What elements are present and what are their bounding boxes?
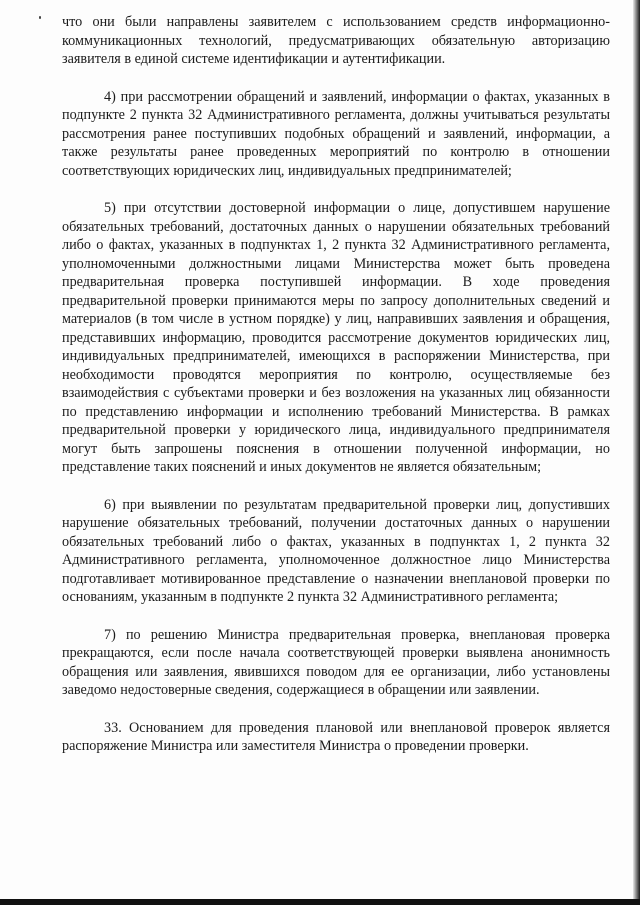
document-body	[62, 13, 610, 775]
paragraph-continuation: что они были направлены заявителем с использованием средств информационно-коммуникационных технологий, предусматривающих обязательную авторизацию заявителя в единой системе идентификации и аутентификации.	[62, 14, 610, 67]
paragraph-item-4: 4) при рассмотрении обращений и заявлений, информации о фактах, указанных в подпункте 2 пункта 32 Административного регламента, должны учитываться результаты рассмотрения ранее поступивших подобных обращений и заявлений, информации, а также результаты ранее проведенных мероприятий по контролю в отношении соответствующих юридических лиц, индивидуальных предпринимателей;	[62, 88, 610, 179]
paragraph-item-5: 5) при отсутствии достоверной информации о лице, допустившем нарушение обязательных требований, достаточных данных о нарушении обязательных требований либо о фактах, указанных в подпунктах 1, 2 пункта 32 Административного регламента, уполномоченными должностными лицами Министерства может быть проведена предварительная проверка поступившей информации. В ходе проведения предварительной проверки принимаются меры по запросу дополнительных сведений и материалов (в том числе в устном порядке) у лиц, направивших заявления и обращения, представивших информацию, проводится рассмотрение документов юридических лиц, индивидуальных предпринимателей, имеющихся в распоряжении Министерства, при необходимости проводятся мероприятия по контролю, осуществляемые без взаимодействия с субъектами проверки и без возложения на указанных лиц обязанности по представлению информации и исполнению требований Министерства. В рамках предварительной проверки у юридического лица, индивидуального предпринимателя могут быть запрошены пояснения в отношении полученной информации, но представление таких пояснений и иных документов не является обязательным;	[62, 200, 610, 475]
scan-speck	[39, 16, 41, 19]
scan-edge-shadow	[633, 0, 640, 905]
paragraph-item-6: 6) при выявлении по результатам предварительной проверки лиц, допустивших нарушение обязательных требований, получении достаточных данных о нарушении обязательных требований либо о фактах, указанных в подпунктах 1, 2 пункта 32 Административного регламента, уполномоченное должностное лицо Министерства подготавливает мотивированное представление о назначении внеплановой проверки по основаниям, указанным в подпункте 2 пункта 32 Административного регламента;	[62, 496, 610, 605]
paragraph-item-7: 7) по решению Министра предварительная проверка, внеплановая проверка прекращаются, если после начала соответствующей проверки выявлена анонимность обращения или заявления, явившихся поводом для ее организации, либо установлены заведомо недостоверные сведения, содержащиеся в обращении или заявлении.	[62, 626, 610, 698]
scan-bottom-edge	[0, 899, 640, 905]
paragraph-clause-33: 33. Основанием для проведения плановой или внеплановой проверок является распоряжение Министра или заместителя Министра о проведении проверки.	[62, 719, 610, 754]
